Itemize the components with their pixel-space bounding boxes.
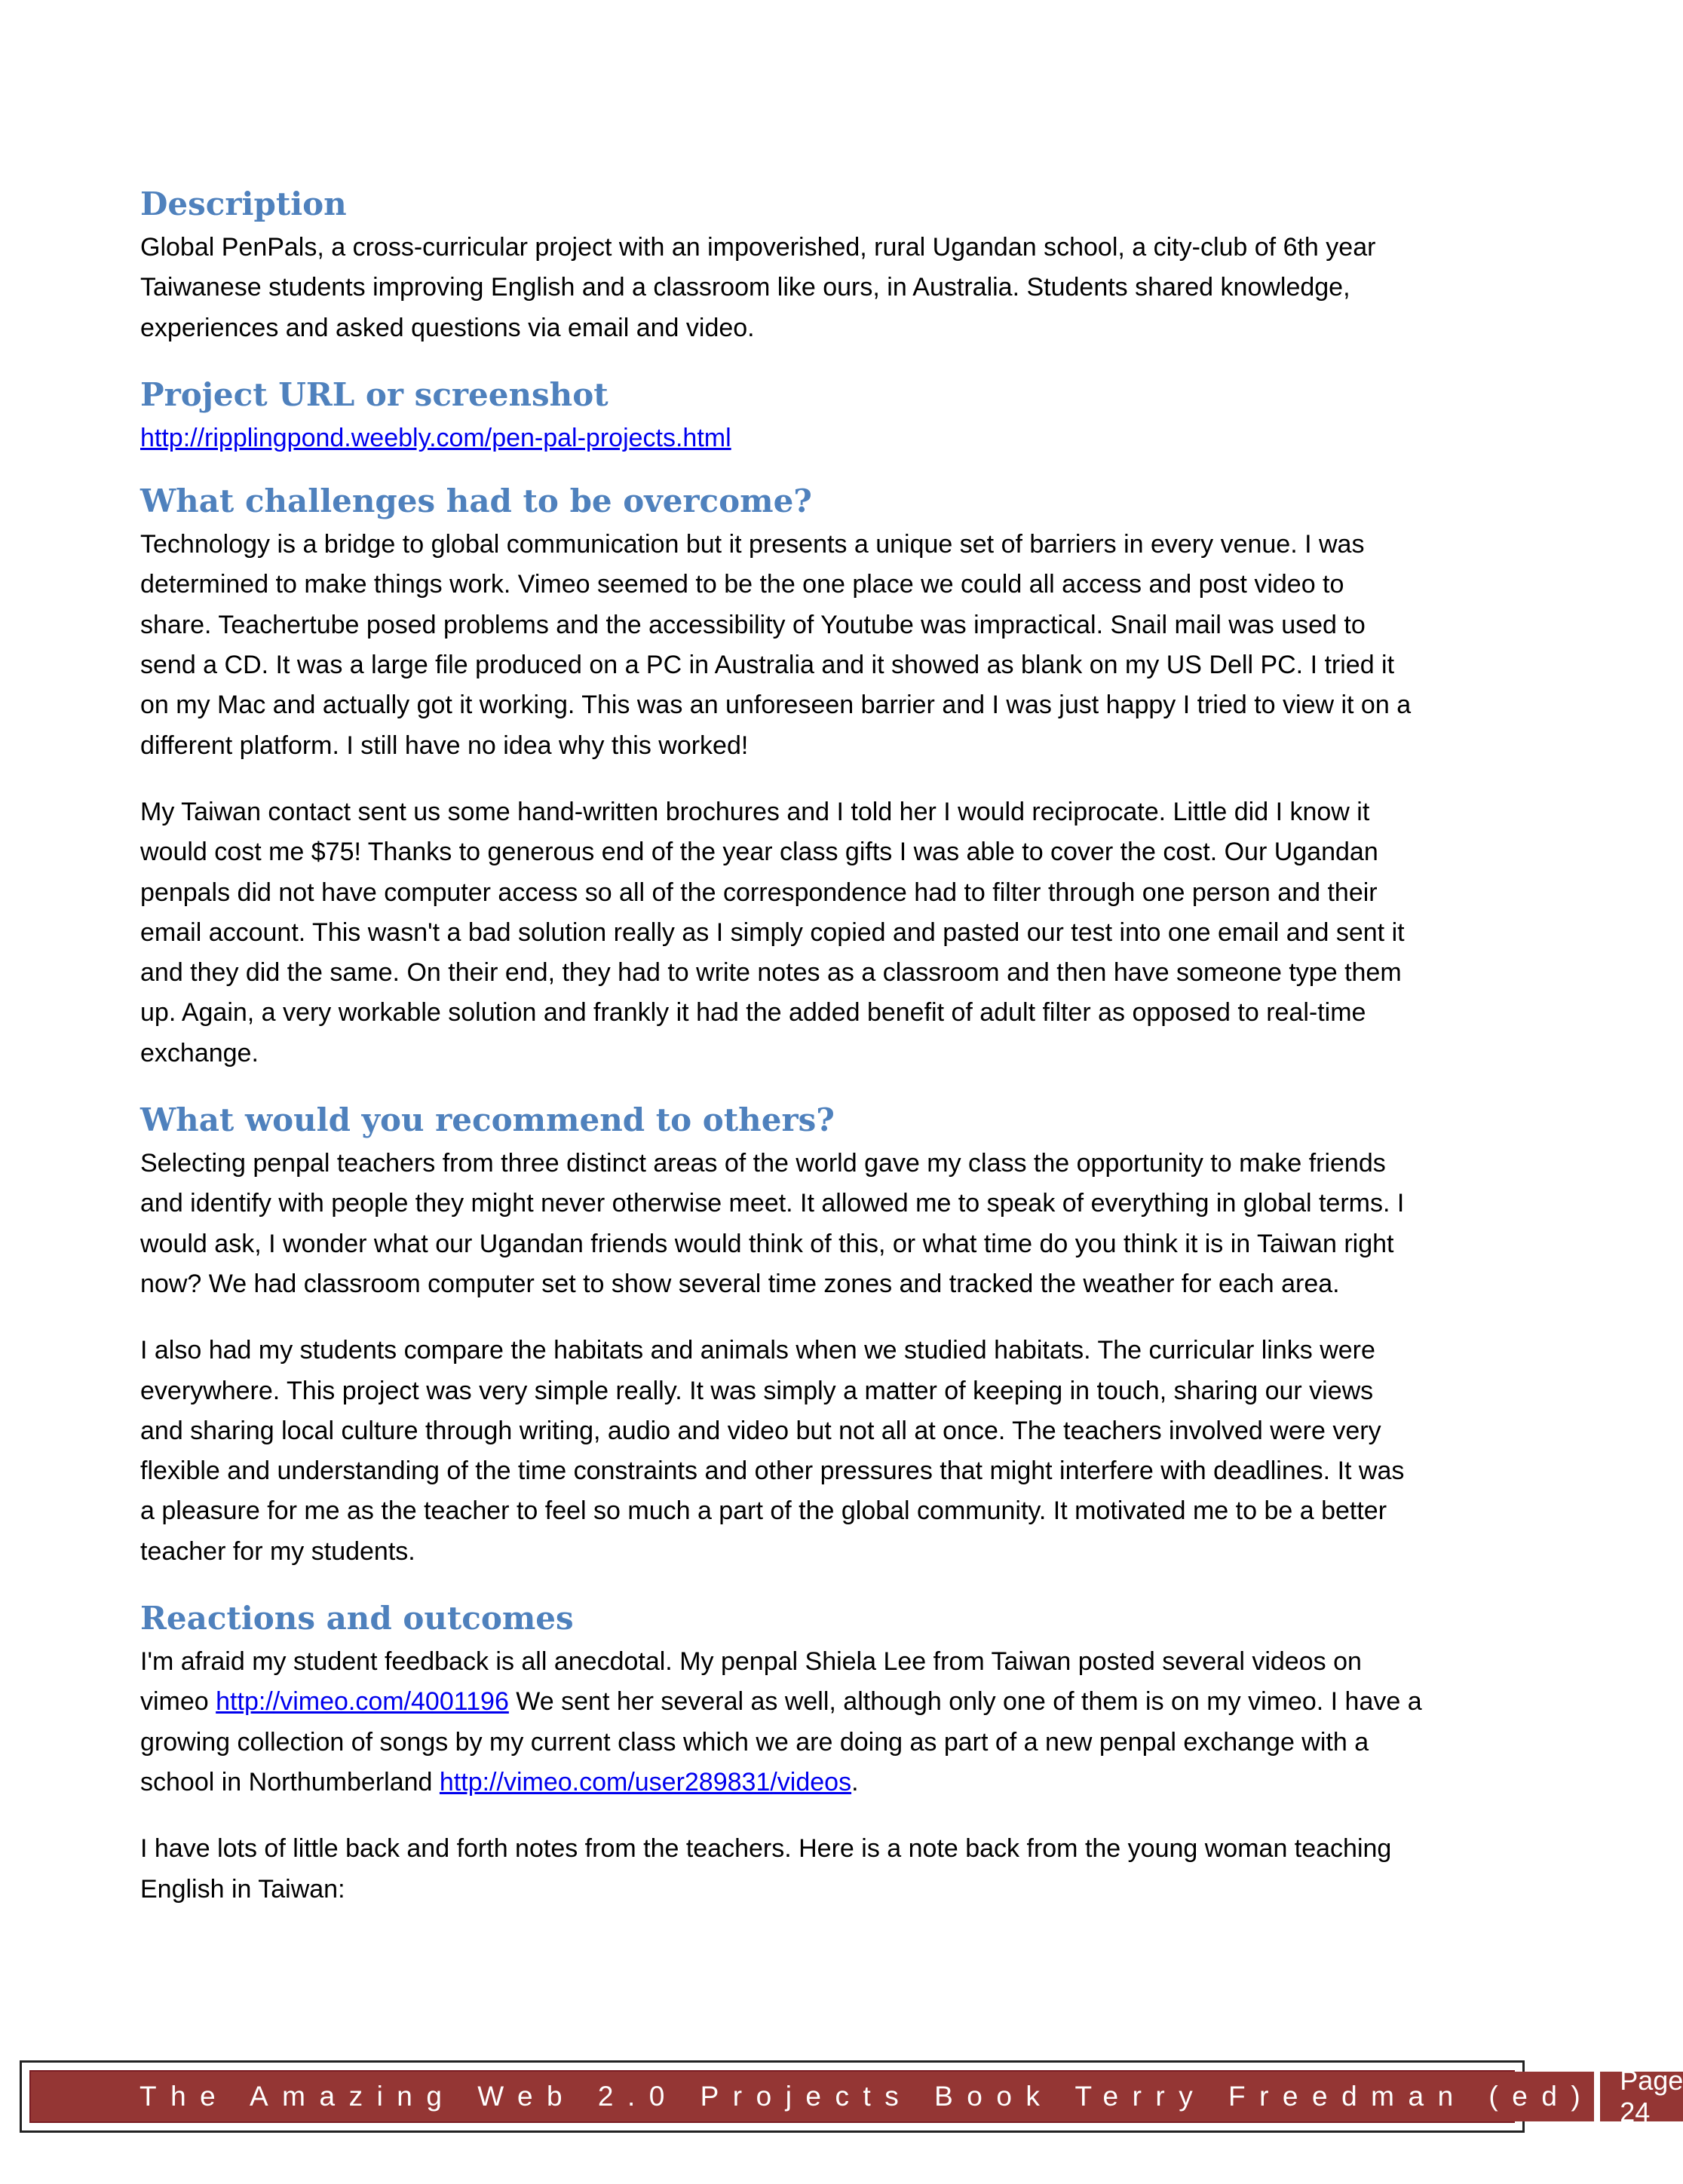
footer-book-title: The Amazing Web 2.0 Projects Book Terry Freedman (ed)	[31, 2072, 1594, 2121]
reactions-text-2: We sent her several as well, although only one of them is on my vimeo. I have a growing collection of songs by my current class which we are doing as part of a new penpal exchange with a school in Northumberland	[140, 1687, 1422, 1797]
project-url-link[interactable]: http://ripplingpond.weebly.com/pen-pal-projects.html	[140, 423, 731, 452]
section-heading-reactions: Reactions and outcomes	[140, 1600, 574, 1637]
page-footer	[20, 2060, 1683, 2133]
reactions-paragraph-1	[140, 1642, 1422, 1803]
section-heading-challenges: What challenges had to be overcome?	[140, 482, 812, 520]
recommend-paragraph-2: I also had my students compare the habitats and animals when we studied habitats. The curricular links were everywhere. This project was very simple really. It was simply a matter of keeping in touch, sharing our views and sharing local culture through writing, audio and video but not all at once. The teachers involved were very flexible and understanding of the time constraints and other pressures that might interfere with deadlines. It was a pleasure for me as the teacher to feel so much a part of the global community. It motivated me to be a better teacher for my students.	[140, 1336, 1405, 1566]
challenges-paragraph-2: My Taiwan contact sent us some hand-written brochures and I told her I would reciprocate. Little did I know it would cost me $75! Thanks to generous end of the year class gifts I was able to cover the cost. Our Ugandan penpals did not have computer access so all of the correspondence had to filter through one person and their email account. This wasn't a bad solution really as I simply copied and pasted our test into one email and sent it and they did the same. On their end, they had to write notes as a classroom and then have someone type them up. Again, a very workable solution and frankly it had the added benefit of adult filter as opposed to real-time exchange.	[140, 797, 1405, 1067]
section-heading-description: Description	[140, 185, 347, 222]
footer-page-number: Page 24	[1600, 2072, 1683, 2121]
section-heading-recommend: What would you recommend to others?	[140, 1101, 835, 1139]
reactions-paragraph-2: I have lots of little back and forth notes from the teachers. Here is a note back from the young woman teaching English in Taiwan:	[140, 1834, 1392, 1904]
description-paragraph: Global PenPals, a cross-curricular project with an impoverished, rural Ugandan school, a city-club of 6th year Taiwanese students improving English and a classroom like ours, in Australia. Students shared knowledge, experiences and asked questions via email and video.	[140, 233, 1376, 342]
project-url-paragraph	[140, 418, 1422, 458]
document-body	[140, 184, 1422, 1936]
challenges-paragraph-1: Technology is a bridge to global communication but it presents a unique set of barriers in every venue. I was determined to make things work. Vimeo seemed to be the one place we could all access and post video to share. Teachertube posed problems and the accessibility of Youtube was impractical. Snail mail was used to send a CD. It was a large file produced on a PC in Australia and it showed as blank on my US Dell PC. I tried it on my Mac and actually got it working. This was an unforeseen barrier and I was just happy I tried to view it on a different platform. I still have no idea why this worked!	[140, 530, 1412, 760]
recommend-paragraph-1: Selecting penpal teachers from three distinct areas of the world gave my class the opportunity to make friends and identify with people they might never otherwise meet. It allowed me to speak of everything in global terms. I would ask, I wonder what our Ugandan friends would think of this, or what time do you think it is in Taiwan right now? We had classroom computer set to show several time zones and tracked the weather for each area.	[140, 1149, 1405, 1298]
reactions-text-1: I'm afraid my student feedback is all anecdotal. My penpal Shiela Lee from Taiwan posted several videos on vimeo	[140, 1647, 1362, 1717]
reactions-text-3: .	[851, 1767, 859, 1797]
footer-divider	[1594, 2072, 1600, 2121]
vimeo-video-link[interactable]: http://vimeo.com/4001196	[216, 1687, 509, 1717]
vimeo-user-videos-link[interactable]: http://vimeo.com/user289831/videos	[439, 1767, 852, 1797]
section-heading-project-url: Project URL or screenshot	[140, 375, 609, 413]
footer-band	[29, 2065, 1683, 2127]
